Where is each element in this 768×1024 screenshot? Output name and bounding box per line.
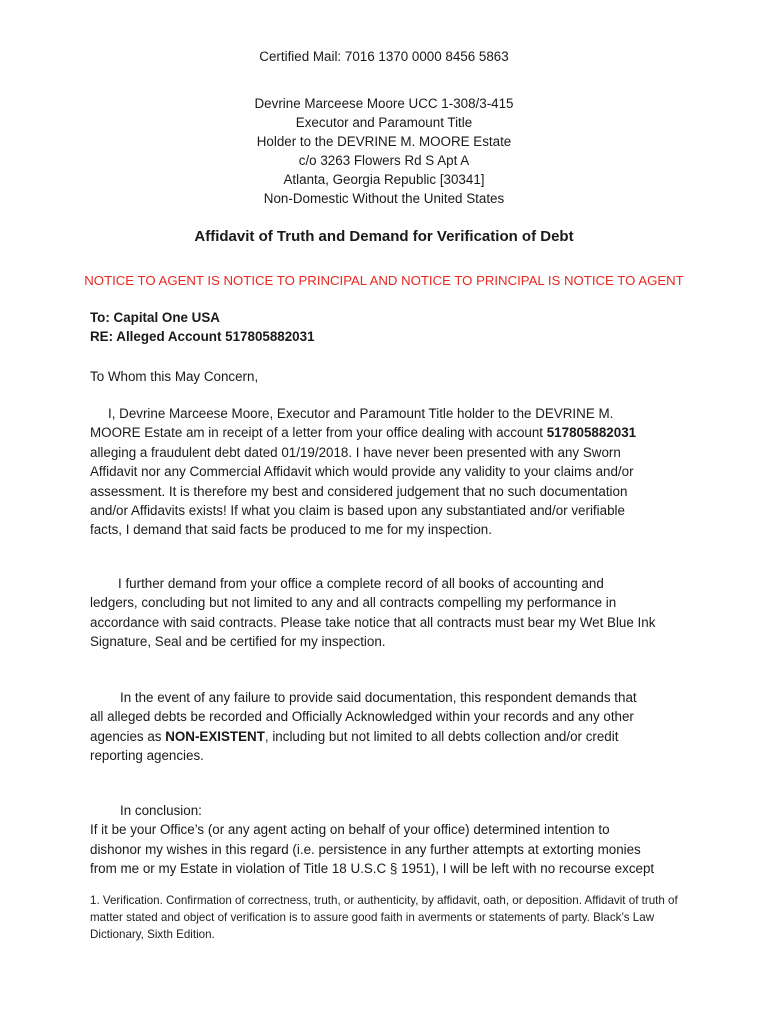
- certified-mail-number: Certified Mail: 7016 1370 0000 8456 5863: [259, 49, 509, 64]
- document-title: Affidavit of Truth and Demand for Verification of Debt: [194, 228, 574, 245]
- paragraph-line: [90, 727, 690, 746]
- line-text: MOORE Estate am in receipt of a letter from your office dealing with account: [90, 425, 547, 441]
- paragraph-line: Signature, Seal and be certified for my inspection.: [90, 634, 386, 650]
- paragraph-line: facts, I demand that said facts be produced to me for my inspection.: [90, 522, 492, 538]
- recipient-re: RE: Alleged Account 517805882031: [90, 329, 315, 344]
- paragraph-line: If it be your Office’s (or any agent acting on behalf of your office) determined intention to: [90, 822, 610, 838]
- paragraph-line: accordance with said contracts. Please take notice that all contracts must bear my Wet Blue Ink: [90, 614, 656, 630]
- paragraph-conclusion: [90, 801, 690, 879]
- paragraph-line: [90, 423, 690, 442]
- paragraph-line: Affidavit nor any Commercial Affidavit which would provide any validity to your claims and/or: [90, 464, 634, 480]
- address-line: c/o 3263 Flowers Rd S Apt A: [298, 153, 470, 168]
- footnote-line: Dictionary, Sixth Edition.: [90, 928, 215, 941]
- paragraph-line: [90, 574, 690, 593]
- paragraph-line: from me or my Estate in violation of Title 18 U.S.C § 1951), I will be left with no recourse except: [90, 861, 655, 877]
- paragraph-line: [90, 404, 690, 423]
- paragraph-line: ledgers, concluding but not limited to any and all contracts compelling my performance in: [90, 595, 617, 611]
- address-line: Devrine Marceese Moore UCC 1-308/3-415: [254, 96, 514, 111]
- paragraph-line: [90, 688, 690, 707]
- greeting: To Whom this May Concern,: [90, 369, 259, 384]
- address-line: Executor and Paramount Title: [295, 115, 473, 130]
- account-number: 517805882031: [546, 425, 637, 441]
- address-line: Atlanta, Georgia Republic [30341]: [283, 172, 485, 187]
- address-line: Holder to the DEVRINE M. MOORE Estate: [256, 134, 512, 149]
- footnote-line: 1. Verification. Confirmation of correctness, truth, or authenticity, by affidavit, oath, or deposition. Affidavit of truth of: [90, 894, 678, 907]
- paragraph-receipt: [90, 404, 690, 540]
- line-text: , including but not limited to all debts collection and/or credit: [264, 728, 619, 744]
- recipient-block: [90, 308, 315, 346]
- address-line: Non-Domestic Without the United States: [263, 191, 505, 206]
- recipient-to: To: Capital One USA: [90, 310, 220, 325]
- paragraph-line: all alleged debts be recorded and Officially Acknowledged within your records and any other: [90, 709, 634, 725]
- line-text: agencies as: [90, 728, 166, 744]
- sender-address-block: [0, 94, 768, 208]
- line-text: I further demand from your office a complete record of all books of accounting and: [118, 576, 604, 591]
- paragraph-line: reporting agencies.: [90, 748, 204, 764]
- paragraph-line: alleging a fraudulent debt dated 01/19/2018. I have never been presented with any Sworn: [90, 444, 621, 460]
- footnote-line: matter stated and object of verification is to assure good faith in averments or statements of party. Black’s Law: [90, 911, 655, 924]
- emphasis-text: NON-EXISTENT: [165, 728, 265, 744]
- paragraph-failure-clause: [90, 688, 690, 766]
- conclusion-heading: [90, 801, 690, 820]
- notice-banner: NOTICE TO AGENT IS NOTICE TO PRINCIPAL AND NOTICE TO PRINCIPAL IS NOTICE TO AGENT: [84, 273, 684, 288]
- line-text: I, Devrine Marceese Moore, Executor and Paramount Title holder to the DEVRINE M.: [108, 406, 614, 421]
- paragraph-line: and/or Affidavits exists! If what you claim is based upon any substantiated and/or verifiable: [90, 503, 625, 519]
- paragraph-line: dishonor my wishes in this regard (i.e. persistence in any further attempts at extorting monies: [90, 841, 641, 857]
- paragraph-line: assessment. It is therefore my best and considered judgement that no such documentation: [90, 483, 628, 499]
- line-text: In conclusion:: [120, 803, 202, 818]
- line-text: In the event of any failure to provide said documentation, this respondent demands that: [120, 690, 637, 705]
- footnote: [90, 892, 690, 943]
- paragraph-records-demand: [90, 574, 690, 652]
